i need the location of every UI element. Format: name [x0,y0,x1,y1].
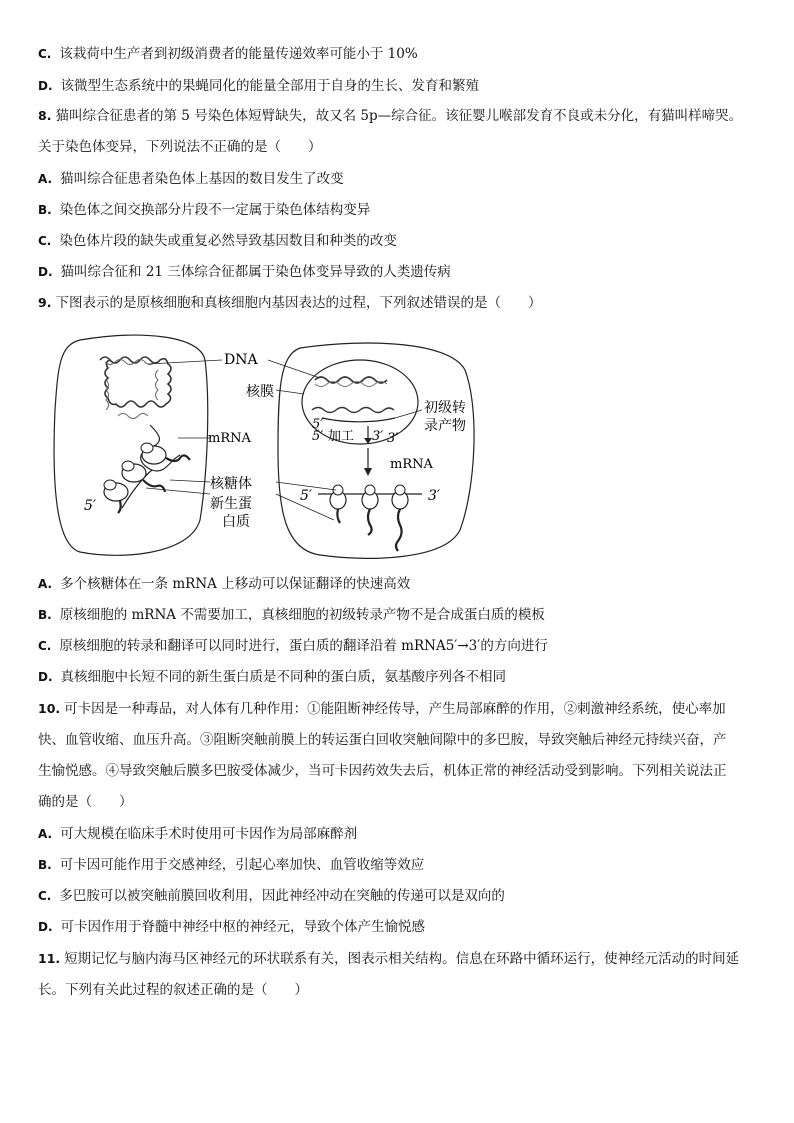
q8-option-c: C. 染色体片段的缺失或重复必然导致基因数目和种类的改变 [38,233,397,249]
q9-option-c: C. 原核细胞的转录和翻译可以同时进行，蛋白质的翻译沿着 mRNA5′→3′的方向进行 [38,638,548,654]
primary-transcript-label-1: 初级转 [424,400,466,416]
three-prime-transcript: 3′ [387,431,399,446]
q11-stem-line-1: 11. 短期记忆与脑内海马区神经元的环状联系有关，图表示相关结构。信息在环路中循环运行，使神经元活动的时间延 [38,951,740,967]
q10-stem-line-3: 生愉悦感。④导致突触后膜多巴胺受体减少，当可卡因药效失去后，机体正常的神经活动受到影响。下列相关说法正 [38,763,727,779]
q9-stem: 9. 下图表示的是原核细胞和真核细胞内基因表达的过程，下列叙述错误的是（ ） [38,295,542,311]
q10-option-b: B. 可卡因可能作用于交感神经，引起心率加快、血管收缩等效应 [38,857,425,873]
eukaryotic-dna-lower [312,408,394,413]
q10-option-c: C. 多巴胺可以被突触前膜回收利用，因此神经冲动在突触的传递可以是双向的 [38,888,505,904]
new-protein-label-1: 新生蛋 [210,496,252,512]
five-prime-mrna: 5′ [300,488,313,504]
primary-transcript-label-2: 录产物 [424,418,466,434]
primary-transcript [322,418,395,422]
q8-stem-line-1: 8. 猫叫综合征患者的第 5 号染色体短臂缺失，故又名 5p—综合征。该征婴儿喉部发育不良或未分化，有猫叫样啼哭。 [38,108,743,124]
q7-option-d: D. 该微型生态系统中的果蝇同化的能量全部用于自身的生长、发育和繁殖 [38,78,480,94]
eukaryotic-cell-outline [278,343,474,558]
three-prime-processed: 3′ [372,429,384,444]
q7-option-c: C. 该栽荷中生产者到初级消费者的能量传递效率可能小于 10% [38,46,418,62]
new-protein-right-1 [337,509,340,523]
five-prime-transcript: 5′ [312,417,324,432]
ribosome-label: 核糖体 [210,476,252,492]
prokaryotic-cell-outline [54,335,208,555]
nuclear-membrane-label: 核膜 [246,384,274,400]
q8-stem-line-2: 关于染色体变异，下列说法不正确的是（ ） [38,139,322,155]
q9-option-d: D. 真核细胞中长短不同的新生蛋白质是不同种的蛋白质，氨基酸序列各不相同 [38,669,507,685]
q9-option-a: A. 多个核糖体在一条 mRNA 上移动可以保证翻译的快速高效 [38,576,411,592]
new-protein-left-3 [118,501,121,513]
q10-option-d: D. 可卡因作用于脊髓中神经中枢的神经元，导致个体产生愉悦感 [38,919,426,935]
eukaryotic-dna [315,377,387,383]
mrna-label-left: mRNA [208,431,251,446]
new-protein-right-2 [368,509,372,535]
prokaryotic-dna-strand [105,360,158,419]
new-protein-label-2: 白质 [222,514,250,530]
q8-option-b: B. 染色体之间交换部分片段不一定属于染色体结构变异 [38,202,371,218]
q8-option-d: D. 猫叫综合征和 21 三体综合征都属于染色体变异导致的人类遗传病 [38,264,451,280]
q11-stem-line-2: 长。下列有关此过程的叙述正确的是（ ） [38,982,308,998]
dna-label: DNA [224,352,258,368]
new-protein-right-3 [396,509,402,551]
q10-option-a: A. 可大规模在临床手术时使用可卡因作为局部麻醉剂 [38,826,358,842]
processing-label: 加工 [328,429,355,444]
q8-option-a: A. 猫叫综合征患者染色体上基因的数目发生了改变 [38,171,344,187]
q9-option-b: B. 原核细胞的 mRNA 不需要加工，真核细胞的初级转录产物不是合成蛋白质的模板 [38,607,545,623]
gene-expression-diagram [50,330,490,570]
mrna-label-right: mRNA [390,457,433,472]
q10-stem-line-2: 快、血管收缩、血压升高。③阻断突触前膜上的转运蛋白回收突触间隙中的多巴胺，导致突触后神经元持续兴奋，产 [38,732,727,748]
q10-stem-line-4: 确的是（ ） [38,794,133,810]
q10-stem-line-1: 10. 可卡因是一种毒品，对人体有几种作用：①能阻断神经传导，产生局部麻醉的作用，②刺激神经系统，使心率加 [38,701,726,717]
five-prime-processed: 5′ [312,429,324,444]
three-prime-mrna: 3′ [428,488,441,504]
five-prime-left: 5′ [84,498,97,514]
new-protein-left-2 [143,480,165,492]
